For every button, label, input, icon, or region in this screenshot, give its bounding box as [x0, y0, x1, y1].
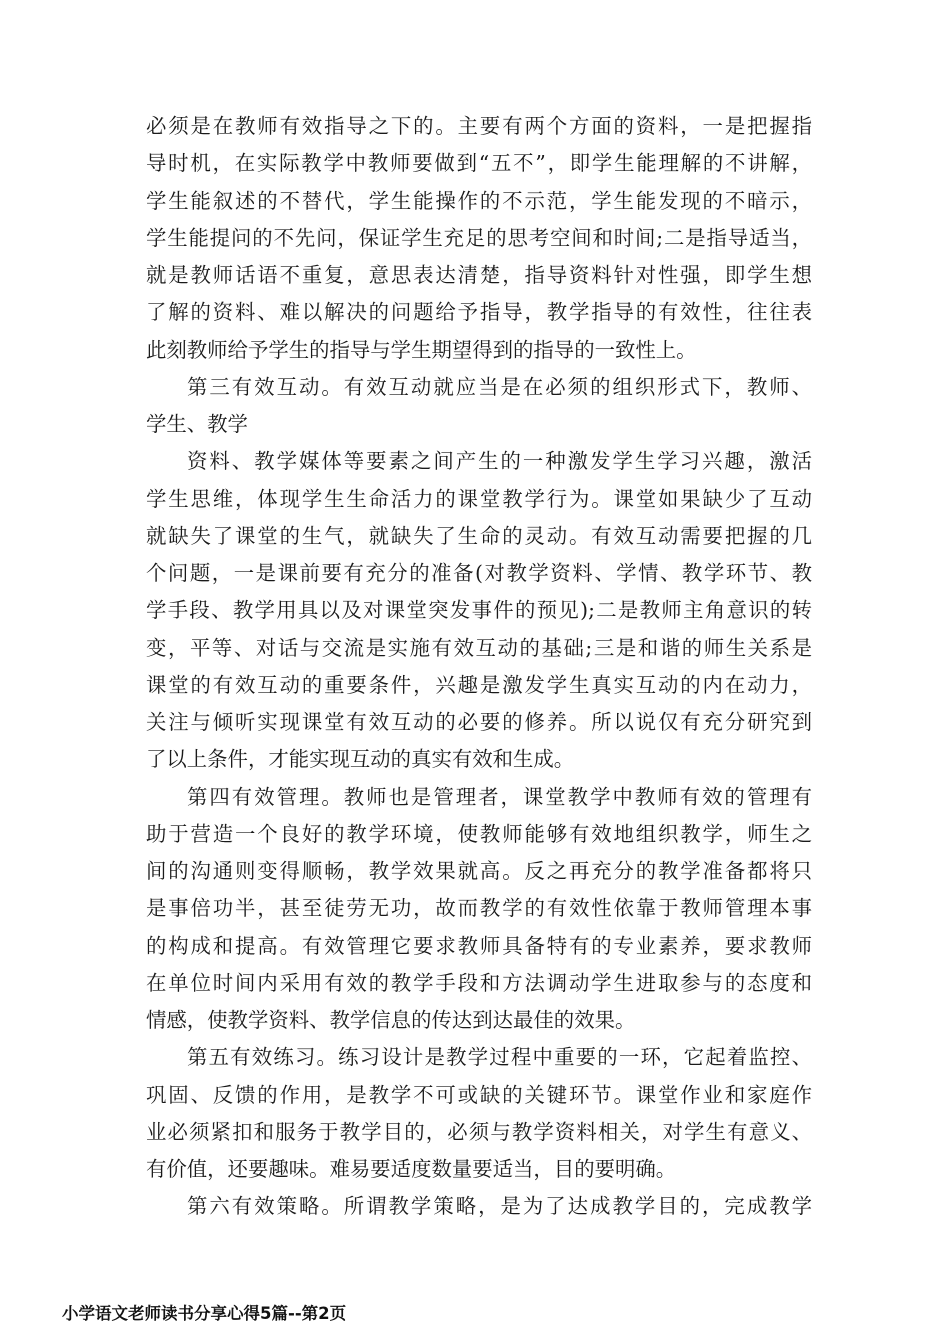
text-line: 了以上条件，才能实现互动的真实有效和生成。: [146, 747, 575, 772]
paragraph-start-line: 资料、教学媒体等要素之间产生的一种激发学生学习兴趣，激活: [187, 449, 812, 474]
text-line: 学生思维，体现学生生命活力的课堂教学行为。课堂如果缺少了互动: [146, 486, 812, 511]
text-line: 关注与倾听实现课堂有效互动的必要的修养。所以说仅有充分研究到: [146, 710, 812, 734]
text-line: 就是教师话语不重复，意思表达清楚，指导资料针对性强，即学生想: [146, 263, 812, 287]
text-line: 了解的资料、难以解决的问题给予指导，教学指导的有效性，往往表: [146, 300, 812, 325]
text-line: 学生能叙述的不替代，学生能操作的不示范，学生能发现的不暗示，: [146, 188, 812, 213]
paragraph-start-line: 第四有效管理。教师也是管理者，课堂教学中教师有效的管理有: [187, 784, 812, 809]
text-line: 助于营造一个良好的教学环境，使教师能够有效地组织教学，师生之: [146, 821, 812, 846]
text-line: 个问题，一是课前要有充分的准备(对教学资料、学情、教学环节、教: [146, 561, 812, 585]
text-line: 的构成和提高。有效管理它要求教师具备特有的专业素养，要求教师: [146, 933, 812, 958]
paragraph-start-line: 第五有效练习。练习设计是教学过程中重要的一环，它起着监控、: [187, 1045, 812, 1070]
text-line: 间的沟通则变得顺畅，教学效果就高。反之再充分的教学准备都将只: [146, 859, 812, 883]
text-line: 此刻教师给予学生的指导与学生期望得到的指导的一致性上。: [146, 337, 697, 362]
page-footer: 小学语文老师读书分享心得5篇--第2页: [62, 1304, 347, 1323]
text-line: 变，平等、对话与交流是实施有效互动的基础;三是和谐的师生关系是: [146, 635, 812, 660]
text-line: 学手段、教学用具以及对课堂突发事件的预见);二是教师主角意识的转: [146, 598, 812, 623]
document-body: [146, 108, 812, 1226]
text-line: 在单位时间内采用有效的教学手段和方法调动学生进取参与的态度和: [146, 970, 812, 995]
text-line: 必须是在教师有效指导之下的。主要有两个方面的资料，一是把握指: [146, 114, 812, 138]
text-line: 课堂的有效互动的重要条件，兴趣是激发学生真实互动的内在动力，: [146, 672, 812, 697]
text-line: 是事倍功半，甚至徒劳无功，故而教学的有效性依靠于教师管理本事: [146, 896, 812, 921]
text-line: 学生、教学: [146, 412, 248, 436]
text-line: 就缺失了课堂的生气，就缺失了生命的灵动。有效互动需要把握的几: [146, 523, 812, 548]
paragraph-start-line: 第六有效策略。所谓教学策略，是为了达成教学目的，完成教学: [187, 1194, 812, 1219]
text-line: 学生能提问的不先问，保证学生充足的思考空间和时间;二是指导适当，: [146, 225, 812, 250]
text-line: 业必须紧扣和服务于教学目的，必须与教学资料相关，对学生有意义、: [146, 1119, 812, 1144]
paragraph-start-line: 第三有效互动。有效互动就应当是在必须的组织形式下，教师、: [187, 374, 812, 399]
text-line: 情感，使教学资料、教学信息的传达到达最佳的效果。: [146, 1008, 636, 1032]
text-line: 有价值，还要趣味。难易要适度数量要适当，目的要明确。: [146, 1157, 677, 1181]
text-line: 巩固、反馈的作用，是教学不可或缺的关键环节。课堂作业和家庭作: [146, 1082, 812, 1107]
text-line: 导时机，在实际教学中教师要做到“五不”，即学生能理解的不讲解，: [146, 151, 812, 176]
